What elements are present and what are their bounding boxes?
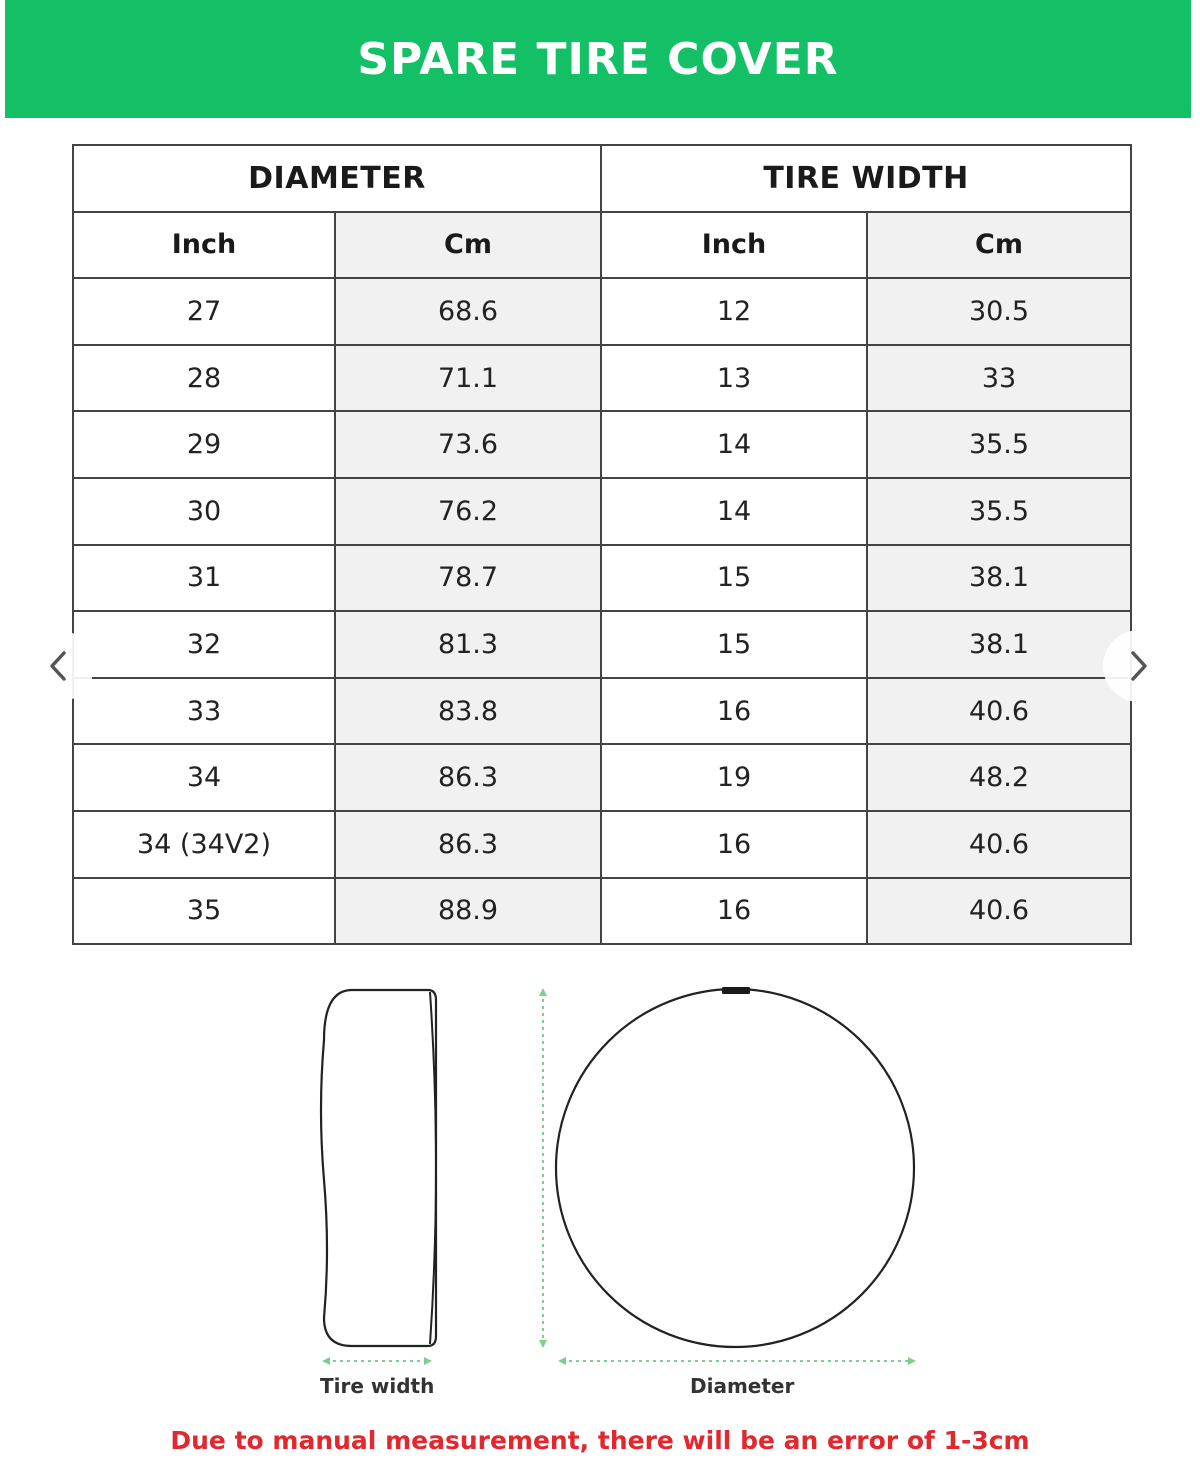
diameter-inch-cell: 27 (73, 278, 335, 345)
tire-width-cm-cell: 35.5 (867, 478, 1131, 545)
chevron-right-icon (1128, 649, 1150, 683)
tire-width-inch-cell: 15 (601, 611, 867, 678)
tire-width-inch-header: Inch (601, 212, 867, 279)
tire-front-view-illustration (556, 987, 914, 1347)
table-row (73, 878, 1131, 945)
diameter-vertical-measure-line (539, 988, 547, 1348)
diameter-cm-cell: 73.6 (335, 411, 601, 478)
tire-width-inch-cell: 16 (601, 678, 867, 745)
table-row (73, 345, 1131, 412)
diameter-inch-cell: 33 (73, 678, 335, 745)
diameter-inch-cell: 31 (73, 545, 335, 612)
carousel-next-button[interactable] (1103, 630, 1175, 702)
tire-cover-diagram (0, 960, 1200, 1430)
diameter-inch-cell: 35 (73, 878, 335, 945)
size-chart-table (72, 144, 1132, 945)
tire-width-measure-line (322, 1357, 432, 1365)
table-row (73, 478, 1131, 545)
table-row (73, 278, 1131, 345)
diameter-cm-cell: 86.3 (335, 744, 601, 811)
table-row (73, 545, 1131, 612)
diameter-inch-header: Inch (73, 212, 335, 279)
tire-width-cm-cell: 38.1 (867, 611, 1131, 678)
page-title: SPARE TIRE COVER (357, 33, 839, 85)
diameter-cm-cell: 81.3 (335, 611, 601, 678)
table-subheader-row (73, 212, 1131, 279)
table-row (73, 811, 1131, 878)
diameter-cm-header: Cm (335, 212, 601, 279)
diameter-cm-cell: 88.9 (335, 878, 601, 945)
diameter-horizontal-measure-line (558, 1357, 916, 1365)
diameter-cm-cell: 71.1 (335, 345, 601, 412)
tire-width-inch-cell: 15 (601, 545, 867, 612)
table-row (73, 744, 1131, 811)
diameter-inch-cell: 29 (73, 411, 335, 478)
tire-width-cm-cell: 38.1 (867, 545, 1131, 612)
table-row (73, 678, 1131, 745)
table-group-header-row (73, 145, 1131, 212)
tire-width-cm-cell: 40.6 (867, 678, 1131, 745)
header-banner (5, 0, 1191, 118)
table-row (73, 411, 1131, 478)
tire-width-cm-cell: 48.2 (867, 744, 1131, 811)
tire-width-cm-cell: 33 (867, 345, 1131, 412)
tire-width-inch-cell: 14 (601, 478, 867, 545)
diameter-cm-cell: 68.6 (335, 278, 601, 345)
diameter-inch-cell: 32 (73, 611, 335, 678)
tire-width-inch-cell: 14 (601, 411, 867, 478)
chevron-left-icon (47, 649, 69, 683)
diameter-inch-cell: 34 (73, 744, 335, 811)
diameter-cm-cell: 83.8 (335, 678, 601, 745)
tire-width-inch-cell: 19 (601, 744, 867, 811)
diameter-inch-cell: 30 (73, 478, 335, 545)
diameter-inch-cell: 34 (34V2) (73, 811, 335, 878)
diameter-label: Diameter (690, 1374, 795, 1398)
carousel-prev-button[interactable] (22, 630, 94, 702)
tire-width-inch-cell: 16 (601, 878, 867, 945)
tire-width-cm-cell: 35.5 (867, 411, 1131, 478)
tire-width-label: Tire width (320, 1374, 435, 1398)
tire-width-cm-cell: 40.6 (867, 878, 1131, 945)
tire-width-group-header: TIRE WIDTH (601, 145, 1131, 212)
tire-width-inch-cell: 13 (601, 345, 867, 412)
diameter-cm-cell: 78.7 (335, 545, 601, 612)
tire-width-cm-cell: 40.6 (867, 811, 1131, 878)
tire-width-cm-cell: 30.5 (867, 278, 1131, 345)
tire-width-inch-cell: 12 (601, 278, 867, 345)
diameter-cm-cell: 76.2 (335, 478, 601, 545)
tire-side-view-illustration (321, 990, 436, 1346)
table-row (73, 611, 1131, 678)
tire-width-inch-cell: 16 (601, 811, 867, 878)
tire-width-cm-header: Cm (867, 212, 1131, 279)
measurement-error-note: Due to manual measurement, there will be an error of 1-3cm (170, 1426, 1030, 1455)
diameter-group-header: DIAMETER (73, 145, 601, 212)
diameter-inch-cell: 28 (73, 345, 335, 412)
diameter-cm-cell: 86.3 (335, 811, 601, 878)
